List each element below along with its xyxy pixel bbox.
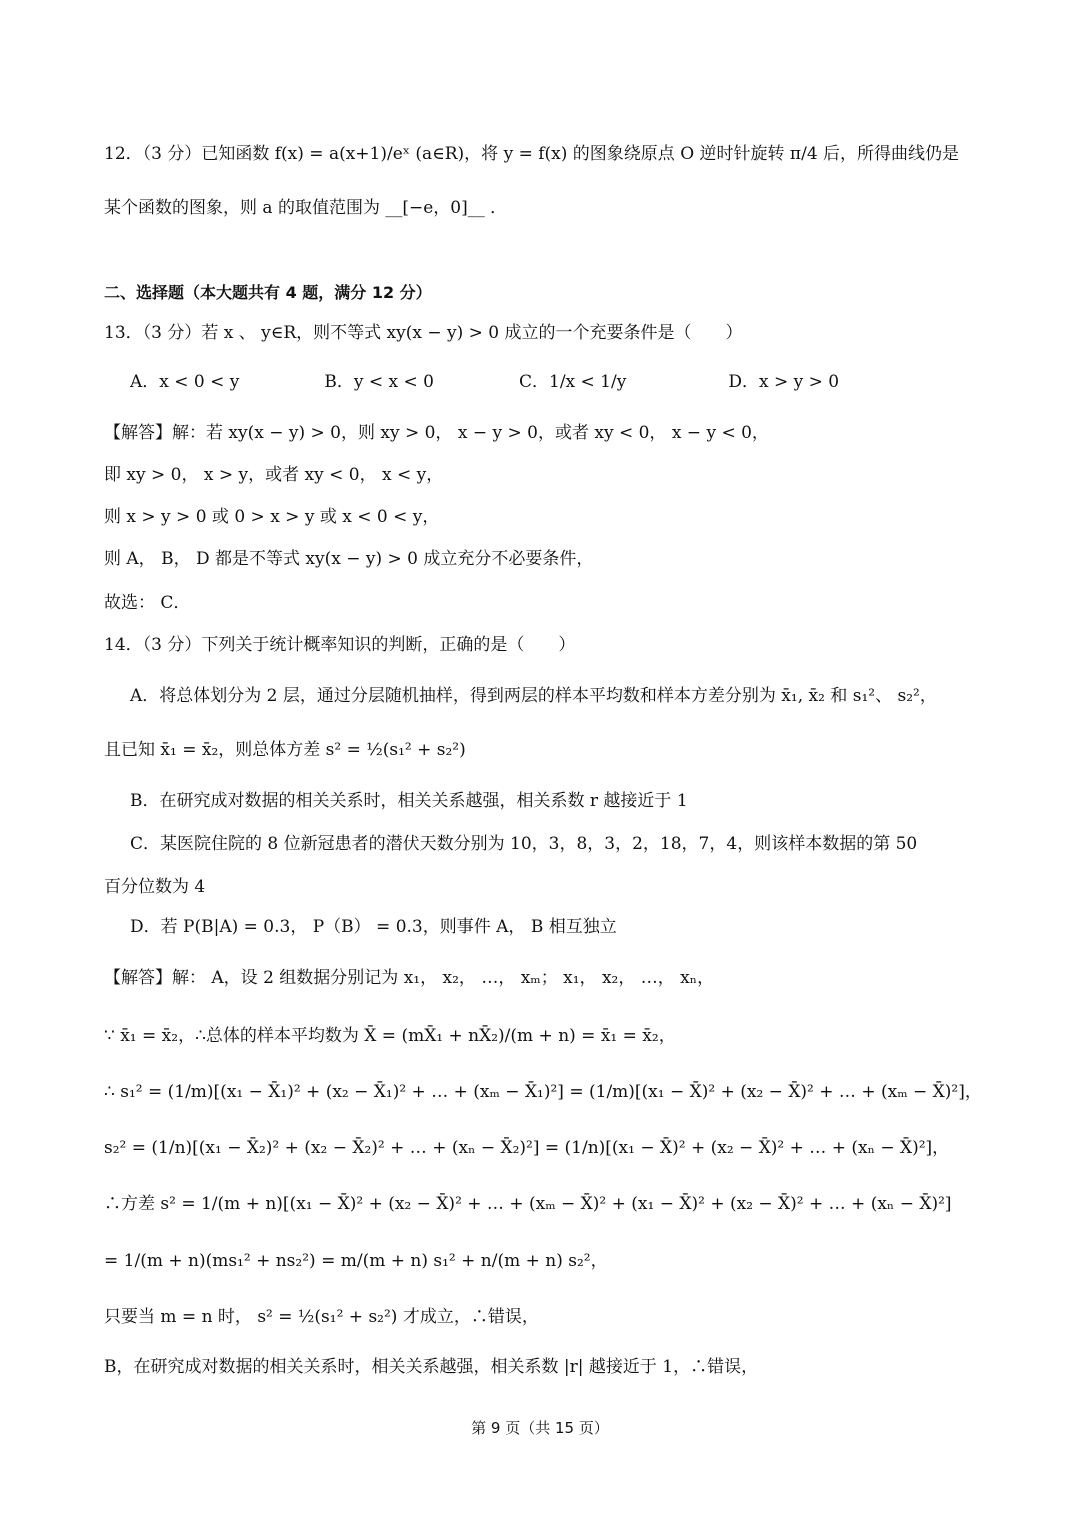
question-13-solution-line-2: 即 xy > 0， x > y，或者 xy < 0， x < y，: [104, 465, 444, 485]
question-13-solution-line-4: 则 A， B， D 都是不等式 xy(x − y) > 0 成立充分不必要条件，: [104, 549, 594, 569]
question-14-solution-line-7: 只要当 m = n 时， s² = ½(s₁² + s₂²) 才成立，∴错误，: [104, 1307, 539, 1327]
page-footer: 第 9 页（共 15 页）: [471, 1419, 609, 1437]
question-12-line-1: 12．（3 分）已知函数 f(x) = a(x+1)/eˣ (a∈R)，将 y = f(x) 的图象绕原点 O 逆时针旋转 π/4 后，所得曲线仍是: [104, 144, 960, 164]
question-14-solution-line-4: s₂² = (1/n)[(x₁ − X̄₂)² + (x₂ − X̄₂)² + … + (xₙ − X̄₂)²] = (1/n)[(x₁ − X̄)² + (x₂ − X̄)² + … + (xₙ − X̄)²]，: [104, 1138, 950, 1158]
section-2-title: 二、选择题（本大题共有 4 题，满分 12 分）: [104, 283, 432, 302]
question-14-solution-line-1: 【解答】解： A，设 2 组数据分别记为 x₁， x₂， …， xₘ； x₁， x₂， …， xₙ，: [104, 968, 715, 988]
question-13-solution-line-1: 【解答】解：若 xy(x − y) > 0，则 xy > 0， x − y > 0，或者 xy < 0， x − y < 0，: [104, 423, 769, 443]
question-13-solution-line-5: 故选： C．: [104, 593, 191, 613]
question-14-stem: 14．（3 分）下列关于统计概率知识的判断，正确的是（ ）: [104, 635, 576, 655]
question-14-option-d: D．若 P(B|A) = 0.3， P（B） = 0.3，则事件 A， B 相互独立: [130, 917, 617, 937]
question-14-option-b: B．在研究成对数据的相关关系时，相关关系越强，相关系数 r 越接近于 1: [130, 791, 688, 811]
question-14-option-c-line-2: 百分位数为 4: [104, 877, 206, 897]
question-14-option-a-line-2: 且已知 x̄₁ = x̄₂，则总体方差 s² = ½(s₁² + s₂²): [104, 740, 466, 760]
question-14-solution-line-6: = 1/(m + n)(ms₁² + ns₂²) = m/(m + n) s₁² + n/(m + n) s₂²，: [104, 1251, 608, 1271]
question-14-solution-line-8: B，在研究成对数据的相关关系时，相关关系越强，相关系数 |r| 越接近于 1，∴错误，: [104, 1357, 759, 1377]
question-13-options: A．x < 0 < y B．y < x < 0 C．1/x < 1/y D．x > y > 0: [130, 372, 840, 392]
question-12-line-2: 某个函数的图象，则 a 的取值范围为 __[−e，0]__ ．: [104, 198, 508, 218]
question-14-option-a-line-1: A．将总体划分为 2 层，通过分层随机抽样，得到两层的样本平均数和样本方差分别为 x̄₁, x̄₂ 和 s₁²、 s₂²，: [130, 686, 937, 706]
question-13-stem: 13．（3 分）若 x 、 y∈R，则不等式 xy(x − y) > 0 成立的一个充要条件是（ ）: [104, 323, 743, 343]
question-14-option-c-line-1: C．某医院住院的 8 位新冠患者的潜伏天数分别为 10，3，8，3，2，18，7，4，则该样本数据的第 50: [130, 834, 918, 854]
question-14-solution-line-3: ∴ s₁² = (1/m)[(x₁ − X̄₁)² + (x₂ − X̄₁)² + … + (xₘ − X̄₁)²] = (1/m)[(x₁ − X̄)² + (x₂ − X̄)² + … + (xₘ − X̄)²]，: [104, 1082, 982, 1102]
question-14-solution-line-2: ∵ x̄₁ = x̄₂，∴总体的样本平均数为 X̄ = (mX̄₁ + nX̄₂)/(m + n) = x̄₁ = x̄₂，: [104, 1026, 676, 1046]
question-13-solution-line-3: 则 x > y > 0 或 0 > x > y 或 x < 0 < y，: [104, 507, 440, 527]
question-14-solution-line-5: ∴方差 s² = 1/(m + n)[(x₁ − X̄)² + (x₂ − X̄)² + … + (xₘ − X̄)² + (x₁ − X̄)² + (x₂ − X̄)² + … + (xₙ − X̄)²]: [104, 1194, 952, 1214]
